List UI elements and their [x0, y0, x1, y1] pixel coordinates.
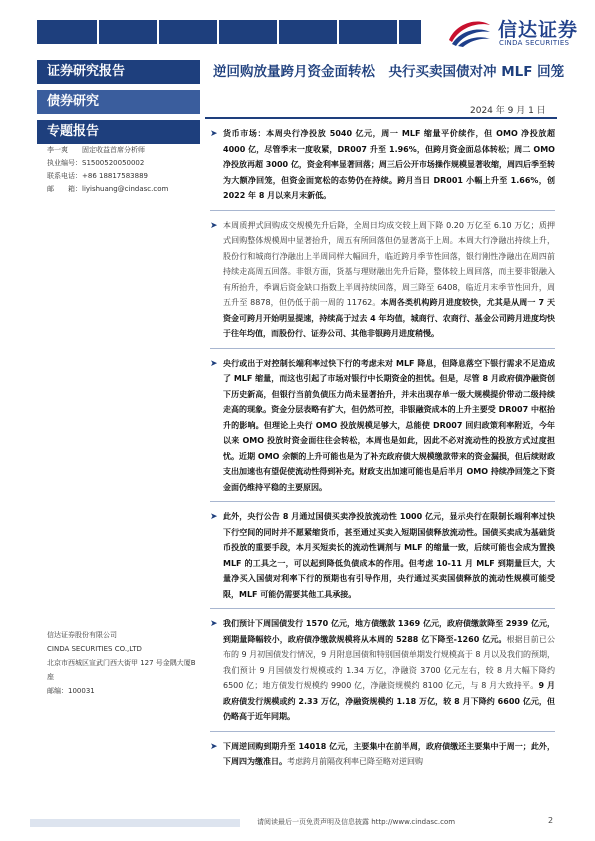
- logo-text-cn: 信达证券: [498, 19, 579, 41]
- company-postcode: 邮编：100031: [47, 687, 95, 695]
- analyst-email: 邮 箱：liyishuang@cindasc.com: [47, 185, 169, 193]
- analyst-info: [47, 144, 168, 196]
- sidebar-section-special-report: 专题报告: [37, 120, 200, 144]
- analyst-name: 李一爽 固定收益首席分析师: [47, 146, 145, 154]
- footer-disclaimer: 请阅读最后一页免责声明及信息披露 http://www.cindasc.com: [257, 818, 456, 826]
- body-paragraph: [210, 616, 555, 725]
- paragraph-text: 此外，央行公告 8 月通过国债买卖净投放流动性 1000 亿元，显示央行在限制长端利率过快下行空间的同时并不愿紧缩货币，甚至通过买卖入短期国债释放流动性。国债买卖成为基础货币投放的重要手段，本月买短卖长的流动性调剂与 MLF 的缩量一致，后续可能也会成为置换 MLF 的工具之一，可以起到降低负债成本的作用。但考虑 10-11 月 MLF 到期量巨大，大量净买入国债对利率下行的预期也有引导作用，央行通过买卖国债释放的流动性规模可能受限，MLF 可能仍需要其他工具承接。: [223, 512, 555, 599]
- header-bar-segment: [279, 20, 337, 44]
- header-bar-segment: [99, 20, 157, 44]
- body-paragraph: [210, 356, 555, 496]
- header-bar-segment: [339, 20, 397, 44]
- company-name-cn: 信达证券股份有限公司: [47, 631, 117, 639]
- bullet-arrow-icon: ➤: [210, 619, 218, 629]
- footer-bar: [30, 819, 240, 827]
- page-number: 2: [548, 816, 554, 825]
- bullet-arrow-icon: ➤: [210, 220, 218, 231]
- paragraph-divider: [210, 608, 555, 609]
- analyst-phone: 联系电话：+86 18817583889: [47, 172, 148, 180]
- logo-mark-icon: [446, 13, 492, 47]
- paragraph-text: 根据目前已公布的 9 月初国债发行情况，9 月附息国债和特别国债单期发行规模高于 8 月以及我们的预期，我们预计 9 月国债发行规模或约 1.34 万亿，净融资 3700 亿元左右，较 8 月大幅下降约 6500 亿；地方债发行规模约 9900 亿，净融资规模约 8100 亿元，与 8 月大致持平。: [223, 634, 555, 690]
- paragraph-text: 考虑跨月前隔夜利率已降至略对逆回购: [287, 757, 423, 766]
- bullet-arrow-icon: ➤: [210, 741, 218, 752]
- bullet-arrow-icon: ➤: [210, 358, 218, 369]
- title-divider: [205, 117, 557, 119]
- bullet-arrow-icon: ➤: [210, 512, 218, 522]
- body-paragraph: [210, 126, 555, 204]
- body-paragraph: [210, 509, 555, 602]
- analyst-license: 执业编号：S1500520050002: [47, 159, 145, 167]
- header-bar-segment: [219, 20, 277, 44]
- bullet-arrow-icon: ➤: [210, 129, 218, 139]
- sidebar: [37, 58, 200, 810]
- header-bar-segment: [399, 20, 421, 44]
- header-bar-segment: [37, 20, 97, 44]
- company-name-en: CINDA SECURITIES CO.,LTD: [47, 645, 142, 653]
- paragraph-text: 9 月政府债发行规模或约 2.33 万亿，净融资规模约 1.18 万亿，较 8 月下降约 6600 亿元，但仍略高于近年同期。: [223, 681, 556, 721]
- body-paragraph: [210, 739, 555, 770]
- company-info: [47, 628, 197, 698]
- paragraph-divider: [210, 501, 555, 502]
- paragraph-divider: [210, 348, 555, 349]
- report-body: [210, 126, 555, 770]
- report-title: 逆回购放量跨月资金面转松 央行买卖国债对冲 MLF 回笼: [213, 64, 565, 80]
- company-logo: [446, 13, 586, 47]
- footer: [30, 815, 555, 829]
- paragraph-text: 下周逆回购到期升至 14018 亿元，主要集中在前半周，政府债缴还主要集中于周一；此外，下周四为缴准日。: [223, 741, 555, 766]
- header-bar-segment: [159, 20, 217, 44]
- paragraph-text: 货币市场：本周央行净投放 5040 亿元，周一 MLF 缩量平价续作，但 OMO 净投放超 4000 亿，尽管季末一度收紧，DR007 升至 1.96%，但跨月资金面总体转松；周二 OMO 净投放再超 3000 亿，资金利率显著回落；周三后公开市场操作规模显著收缩，周四后季至转为大额净回笼，但资金面宽松的态势仍在持续。跨月当日 DR001 小幅上升至 1.66%，创 2022 年 8 月以来月末新低。: [223, 129, 555, 200]
- paragraph-text: 本周各类机构跨月进度较快，尤其是从周一 7 天资金可跨月开始明显提速，持续高于过去 4 年均值，城商行、农商行、基金公司跨月进度均快于往年均值，而股份行、证券公司、其他非银跨月进度稍慢。: [223, 298, 555, 338]
- sidebar-section-bond-research: 债券研究: [37, 90, 200, 114]
- report-date: 2024 年 9 月 1 日: [470, 106, 546, 116]
- paragraph-text: 央行或出于对控制长端利率过快下行的考虑未对 MLF 降息，但降息落空下银行需求不足造成了 MLF 缩量，而这也引起了市场对银行中长期资金的担忧。但是，尽管 8 月政府债净融资创下历史新高，但银行当前负债压力尚未显著抬升，并未出现存单一级大规模提价带动二级持续走高的现象。资金分层表略有扩大，但仍然可控，非银融资成本的上升主要受 DR007 中枢抬升的影响。但理论上央行 OMO 投放规模足够大，总能使 DR007 回归政策利率附近，今年以来 OMO 投放时资金面往往会转松，本周也是如此，因此不必对流动性的投放方式过度担忧。近期 OMO 余额的上升可能也是为了补充政府债大规模缴款带来的资金漏损，但后续财政支出加速也有望促使流动性得到补充。财政支出加速可能也是后半月 OMO 持续净回笼之下资金面仍维持平稳的主要原因。: [223, 358, 555, 492]
- paragraph-text: 本周质押式回购成交规模先升后降，全周日均成交较上周下降 0.20 万亿至 6.10 万亿；质押式回购整体规模周中显著抬升，周五有所回落但仍显著高于上周。本周大行净融出持续上升，股份行和城商行净融出上半周同样大幅回升，临近跨月季节性回落，银行刚性净融出在周四前持续走高周五回落。非银方面，货基与理财融出先升后降，整体较上周回落，而主要非银融入有所抬升，季调后资金缺口指数上半周持续回落，周三降至 6408，临近月末季节性回升，周五升至 8878，但仍低于前一周的 11762。: [223, 220, 555, 307]
- paragraph-divider: [210, 210, 555, 211]
- company-address: 北京市西城区宣武门西大街甲 127 号金隅大厦B座: [47, 659, 196, 681]
- logo-text-en: CINDA SECURITIES: [499, 39, 570, 47]
- paragraph-divider: [210, 731, 555, 732]
- body-paragraph: [210, 218, 555, 342]
- sidebar-section-research-report: 证券研究报告: [37, 60, 200, 84]
- paragraph-text: 我们预计下周国债发行 1570 亿元，地方债缴款 1369 亿元，政府债缴款降至 2939 亿元，到期量降幅较小，政府债净缴款规模将从本周的 5288 亿下降至-1260 亿元。: [223, 619, 555, 644]
- header-bar: [37, 20, 421, 44]
